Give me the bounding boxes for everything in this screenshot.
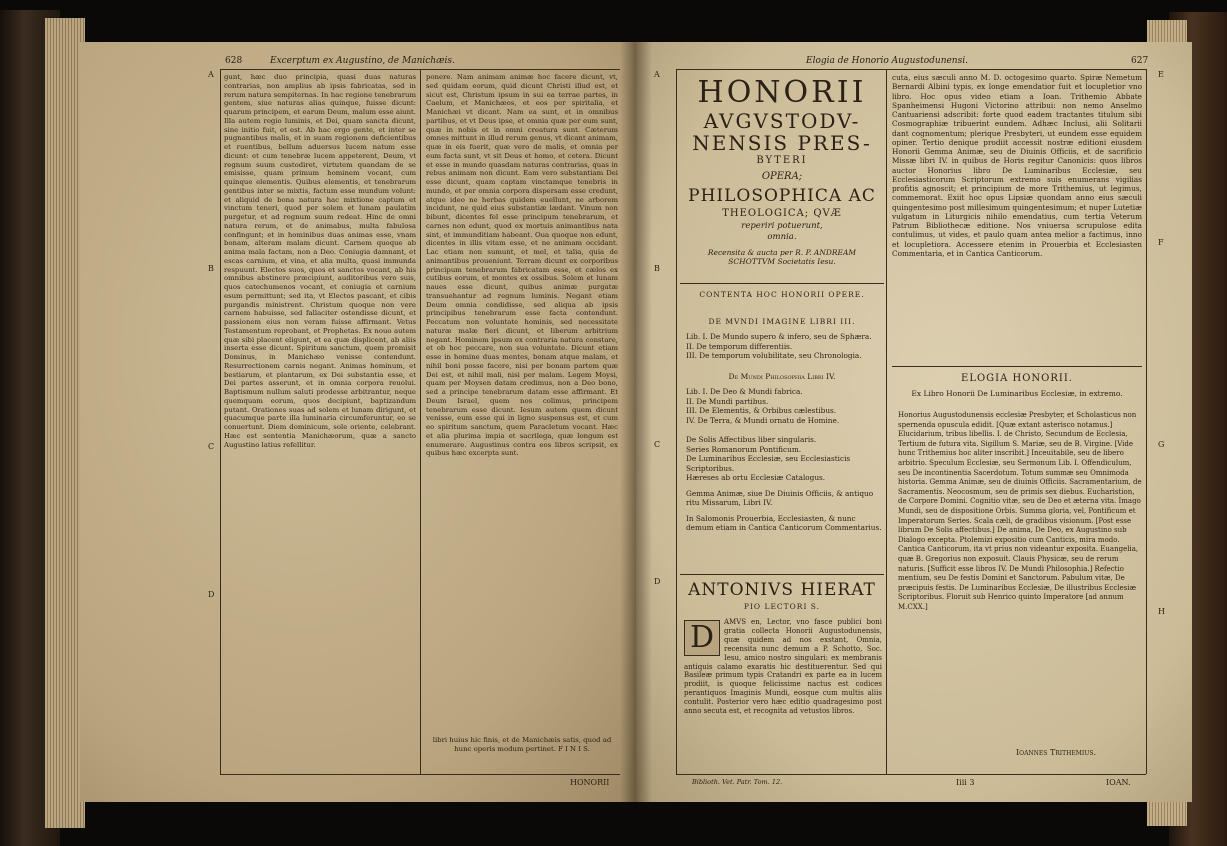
editor-line: Recensita & aucta per R. P. ANDREAM SCHOTTVM Societatis Iesu. [707, 248, 857, 266]
margin-letter-d: D [208, 590, 215, 599]
misc-item: De Solis Affectibus liber singularis. [686, 435, 817, 444]
mundi-list [686, 332, 882, 361]
right-margin-letter-b: B [654, 264, 660, 273]
misc-item: Hæreses ab ortu Ecclesiæ Catalogus. [686, 473, 826, 482]
left-col2-end [426, 736, 618, 772]
contents-rule [680, 283, 884, 284]
contents-heading: CONTENTA HOC HONORII OPERE. [699, 290, 865, 299]
right-margin-letter-e: E [1158, 70, 1164, 79]
left-catchword: HONORII [570, 778, 610, 787]
left-column-2 [426, 73, 618, 733]
right-frame-right [1146, 69, 1147, 774]
misc-item: In Salomonis Prouerbia, Ecclesiasten, & nunc demum etiam in Cantica Canticorum Commentarius. [686, 513, 882, 532]
dropcap-letter: D [684, 620, 720, 656]
right-column-text [892, 73, 1142, 347]
philo-item: II. De Mundi partibus. [686, 396, 769, 406]
antonius-subheading: PIO LECTORI S. [743, 602, 821, 611]
footer-bibliotheca: Biblioth. Vet. Patr. Tom. 12. [692, 778, 783, 786]
elogia-heading: ELOGIA HONORII. [961, 373, 1073, 384]
margin-letter-a: A [208, 70, 214, 79]
philo-item: Lib. I. De Deo & Mundi fabrica. [686, 387, 803, 396]
philo-heading: De Mundi Philosophia Libri IV. [728, 372, 836, 381]
right-margin-letter-d: D [654, 577, 661, 586]
title-reperiri: reperiri potuerunt, [741, 221, 823, 231]
philo-item: III. De Elementis, & Orbibus cælestibus. [686, 406, 837, 415]
mundi-heading: DE MVNDI IMAGINE LIBRI III. [708, 317, 856, 326]
trithemius-signature: Ioannes Trithemius. [1016, 748, 1097, 757]
margin-letter-b: B [208, 264, 214, 273]
misc-item: De Luminaribus Ecclesiæ, seu Ecclesiasticis Scriptoribus. [686, 454, 851, 473]
left-frame-left [220, 69, 221, 774]
title-philosophica: PHILOSOPHICA AC [688, 186, 876, 206]
left-col1-text: gunt, hæc duo principia, quasi duas naturas contrarias, non amplius ab ipsis fabricatas, sed in rerum natura sempiternas. In hac regione tenebrarum gentem, siue naturas alias quinque, fuisse dicunt: quarum principem, et earum Deum, malum esse aiunt. Illa autem regio luminis, et Dei, quam sancta dicunt, sine initio fuit, et est. Ab hac ergo gente, et inter se pugnantibus malis, et in suam regionem deficientibus et ruentibus, bellum aduersus lucem natum esse dicunt: et cum tenebræ lucem appeterent, Deum, vt regnum suum custodiret, virtutem quandam de se emisisse, quam primum hominem vocant, cum quinque elementis. Quibus elementis, et tenebrarum gentibus inter se mixtis, factum esse mundum volunt: et aliquid de bona natura hac mixtione captum et vinctum teneri, quod per solem et lunam paulatim purgetur, et ad regnum suum redeat. Hinc de omni natura rerum, et de animabus, multa fabulosa confingunt; et in hominibus duas animas esse, vnam bonam, alteram malam dicunt. Carnem quoque ab anima mala factam, non a Deo. Coniugia damnant, et escas carnium, et vina, et alia multa, quasi immunda respuunt. Electos suos, quos et sanctos vocant, ab his omnibus abstinere præcipiunt, auditoribus vero suis, quos catechumenos vocant, et coniugia et carnium esum permittunt; sed ita, vt Electos pascant, et cibis purgandis ministrent. Christum quoque non vere carnem habuisse, sed fallaciter ostendisse dicunt, et passionem eius non veram fuisse affirmant. Vetus Testamentum reprobant, et Prophetas. Ex nouo autem quæ sibi placent eligunt, et ea quæ displicent, ab aliis inserta esse dicunt. Spiritum sanctum, quem promisit Dominus, in Manichæo venisse contendunt. Resurrectionem carnis negant. Animas hominum, et bestiarum, et plantarum, ex Dei substantia esse, et Dei partes asserunt, et in omnia corpora reuolui. Baptismum nullum saluti prodesse arbitrantur, neque quemquam eorum, quos decipiunt, baptizandum putant. Orationes suas ad solem et lunam dirigunt, et quacumque parte illa luminaria circumferuntur, eo se conuertunt. Diem dominicum, sole oriente, celebrant. Hæc est sententia Manichæorum, quæ a sancto Augustino latius refellitur. [224, 73, 416, 449]
title-omnia: omnia. [767, 232, 797, 242]
misc-list [686, 435, 882, 533]
right-page [636, 42, 1192, 802]
elogia-text: Honorius Augustodunensis ecclesiæ Presbyter, et Scholasticus non spernenda opuscula edidit. [Quæ extant asterisco notamus.] Elucidarium, tribus libellis. I. de Christo, Secundum de Ecclesia, Tertium de futura vita. Sigillum S. Mariæ, seu de B. Virgine. [Vide hunc Trithemius hoc aliter inscribit.] Inceuitabile, seu de libero arbitrio. Speculum Ecclesiæ, seu Sermonum Lib. I. Offendiculum, seu De incontinentia Sacerdotum. Totum summæ seu Omnimoda historia. Gemma Animæ, seu de diuinis Officiis. Sacramentarium, de Sacramentis. Neocosmum, seu de primis sex diebus. Eucharistion, de Corpore Domini. Cognitio vitæ, seu de Deo et æterna vita. Imago Mundi, seu de dispositione Orbis. Summa gloria, vel, Pontificum et Imperatorum Series. Scala cæli, de gradibus visionum. [Post esse librum De Solis affectibus.] De anima, De Deo, ex Augustino sub Dialogo excepta. Ptolemizi expositio cum Canticis, mira modo. Cantica Canticorum, ita vt prius non videantur exposita. Euangelia, quæ B. Gregorius non exposuit. Clauis Physicæ, seu de rerum naturis. [Sufficit esse libros IV. De Mundi Philosophia.] Refectio mentium, seu De festis Domini et Sanctorum. Pabulum vitæ, De præcipuis festis. De Luminaribus Ecclesiæ, De illustribus Ecclesiæ Scriptoribus. Floruit sub Henrico quinto Imperatore [ad annum M.CXX.] [898, 411, 1142, 611]
elogia-subhead: Ex Libro Honorii De Luminaribus Ecclesiæ, in extremo. [911, 389, 1123, 398]
right-running-head: Elogia de Honorio Augustodunensi. [806, 56, 968, 66]
margin-letter-c: C [208, 442, 215, 451]
philo-item: IV. De Terra, & Mundi ornatu de Homine. [686, 415, 840, 425]
left-footer-rule [220, 774, 620, 775]
right-col-text: cuta, eius sæculi anno M. D. octogesimo quarto. Spiræ Nemetum Bernardi Albini typis, ex longe emendatior fuit et locupletior vno libro. Hoc opus video etiam a Ioan. Trithemio Abbate Spanheimensi Hugoni Victorino attribui: non nemo Anselmo Cantuariensi adscribit: forte quod eadem tractantes titulum sibi Cosmographiæ tribuerint eundem. Adhæc Inclusi, alii Solitarii dant cognomentum; plerique Presbyteri, ut eundem esse equidem opiner. Tertio denique prodiit accessit nostræ editioni eiusdem Honorii Gemma Animæ, seu de Diuinis Officiis, et de sacrificio Missæ libri IV. in quibus de Horis regitur Canonicis: quos libros auctor Honorius libro De Luminaribus Ecclesiæ, seu Ecclesiasticorum Scriptorum extremo suis enumerans vigilias profitis agnoscit; et principium de more Trithemius, ut legimus, commemorat. Exiit hoc opus Lipsiæ quondam anno eius sæculi quingentesimo post millesimum quingentesimum; et nuper Lutetiæ vulgatum in Liturgicis nihilo emendatius, cum tertia Veterum Patrum Bibliothecæ editione. Nos vniuersa scrupulose edita contulimus, ut vides, et paulo quam antea melior a factimus, inno et locupletiora. Accessere etenim in Prouerbia et Ecclesiasten Commentaria, et in Cantica Canticorum. [892, 73, 1142, 258]
left-col2-text: ponere. Nam animam animæ hoc facere dicunt, vt, sed quidam eorum, quid dicunt Christi illud est, et sicut est, Christum ipsum in sui ea terrae partes, in Caelum, et Manichæos, et eos per spiritalia, et Manichæi vt dicant. Nam ea sunt, et in omnibus partibus, et vt Deus ipse, et omnia quæ per eum sunt, quæ in nobis et in omni creatura sunt. Cæterum omnes mittunt in illud rerum genus, vt dicant animam, quæ in eis fuerit, quæ vero de malis, et omnia per eum facta sunt, vt sit Deus et homo, et cetera. Dicunt et esse in mundo quasdam naturas contrarias, quas in rebus animam non dicunt. Eam vero substantiam Dei esse dicunt, quam captam vinctamque tenebris in mundo, et per omnia corpora dispersam esse credunt, atque ideo ne herbas quidem euellunt, ne arborem incidunt, ne quid eius substantiæ lædant. Vinum non bibunt, dicentes fel esse principum tenebrarum, et carnes non edunt, quod ex mortuis animantibus nata sint, et immunditiam habeant. Oua quoque non edunt, dicentes in illis vitam esse, et ne animam occidant. Lac etiam non sumunt, et mel, et talia, quia de animantibus proueniunt. Terram dicunt ex corporibus principum tenebrarum fabricatam esse, et cælos ex cutibus eorum, et montes ex ossibus. Solem et lunam naues esse dicunt, quibus animæ purgatæ transuehantur ad regnum luminis. Negant etiam Deum omnia condidisse, sed aliqua ab ipsis principibus tenebrarum esse facta contendunt. Peccatum non voluntate hominis, sed necessitate naturæ malæ fieri dicunt, et liberum arbitrium negant. Hominem ipsum ex contraria natura constare, et ob hoc peccare, non sua voluntate. Dicunt etiam esse in homine duas mentes, bonam atque malam, et nihil boni posse facere, nisi per bonam partem quæ Dei est, et nihil mali, nisi per malam. Legem Moysi, quam per Moysen datam credimus, non a Deo bono, sed a principe tenebrarum datam esse affirmant. Et Deum Israel, quem nos colimus, principem tenebrarum esse dicunt. Iesum autem quem dicunt venisse, eum esse qui in ligno suspensus est, et cum eo spiritum sanctum, quem Paracletum vocant. Hæc et alia plurima impia et sacrilega, quæ longum est enumerare. Augustinus contra eos libros scripsit, ex quibus hæc excerpta sunt. [426, 73, 618, 458]
mundi-item: II. De temporum differentiis. [686, 341, 793, 351]
title-byteri: BYTERI [756, 155, 808, 166]
title-augustodu: AVGVSTODV- [703, 109, 861, 133]
right-column-rule [886, 69, 887, 774]
right-header-rule [676, 69, 1146, 70]
title-nensis: NENSIS PRES- [692, 131, 872, 155]
right-catchword: IOAN. [1106, 778, 1131, 787]
left-page-edges [45, 18, 85, 828]
antonius-text-block [684, 618, 882, 768]
left-page [80, 42, 636, 802]
right-margin-letter-f: F [1158, 238, 1164, 247]
elogia-block [898, 411, 1142, 743]
antonius-rule [680, 574, 884, 575]
signature-mark: Iiii 3 [956, 778, 975, 787]
book-gutter [620, 42, 652, 802]
left-column-1 [224, 73, 416, 773]
misc-item: Gemma Animæ, siue De Diuinis Officiis, & antiquo ritu Missarum, Libri IV. [686, 488, 874, 507]
left-page-number: 628 [225, 56, 243, 66]
elogia-rule [892, 366, 1142, 367]
right-margin-letter-h: H [1158, 607, 1165, 616]
right-footer-rule [676, 774, 1146, 775]
philo-list [686, 387, 882, 425]
right-page-number: 627 [1131, 56, 1149, 66]
right-margin-letter-a: A [654, 70, 660, 79]
antonius-heading: ANTONIVS HIERAT [688, 580, 876, 600]
antonius-text: AMVS en, Lector, vno fasce publici boni gratia collecta Honorii Augustodunensis, quæ quidem ad nos exstant, Omnia, recensita nunc demum a P. Schotto, Soc. Iesu, amico nostro singulari: ex membranis antiquis calamo exaratis hic destituerentur. Sed qui Basileæ primum typis Cratandri ex parte ea in lucem prodiit, is quoque felicissime nactus est codices perantiquos Imaginis Mundi, eosque cum multis aliis contulit. Posterior vero hæc editio quadragesimo post anno secuta est, et recognita ad vetustos libros. [684, 618, 882, 716]
misc-item: Series Romanorum Pontificum. [686, 444, 802, 454]
title-opera: OPERA; [761, 171, 803, 182]
right-frame-left [676, 69, 677, 774]
left-column-rule [420, 69, 421, 774]
title-honorii: HONORII [697, 75, 867, 110]
left-col2-end-text: libri huius hic finis, et de Manichæis satis, quod ad hunc operis modum pertinet. F I N I S. [432, 736, 612, 753]
mundi-item: Lib. I. De Mundo supero & infero, seu de Sphæra. [686, 332, 872, 341]
title-theologica: THEOLOGICA; QVÆ [722, 208, 842, 219]
right-margin-letter-g: G [1158, 440, 1165, 449]
right-margin-letter-c: C [654, 440, 661, 449]
mundi-item: III. De temporum volubilitate, seu Chronologia. [686, 351, 862, 360]
left-running-head: Excerptum ex Augustino, de Manichæis. [270, 56, 455, 66]
